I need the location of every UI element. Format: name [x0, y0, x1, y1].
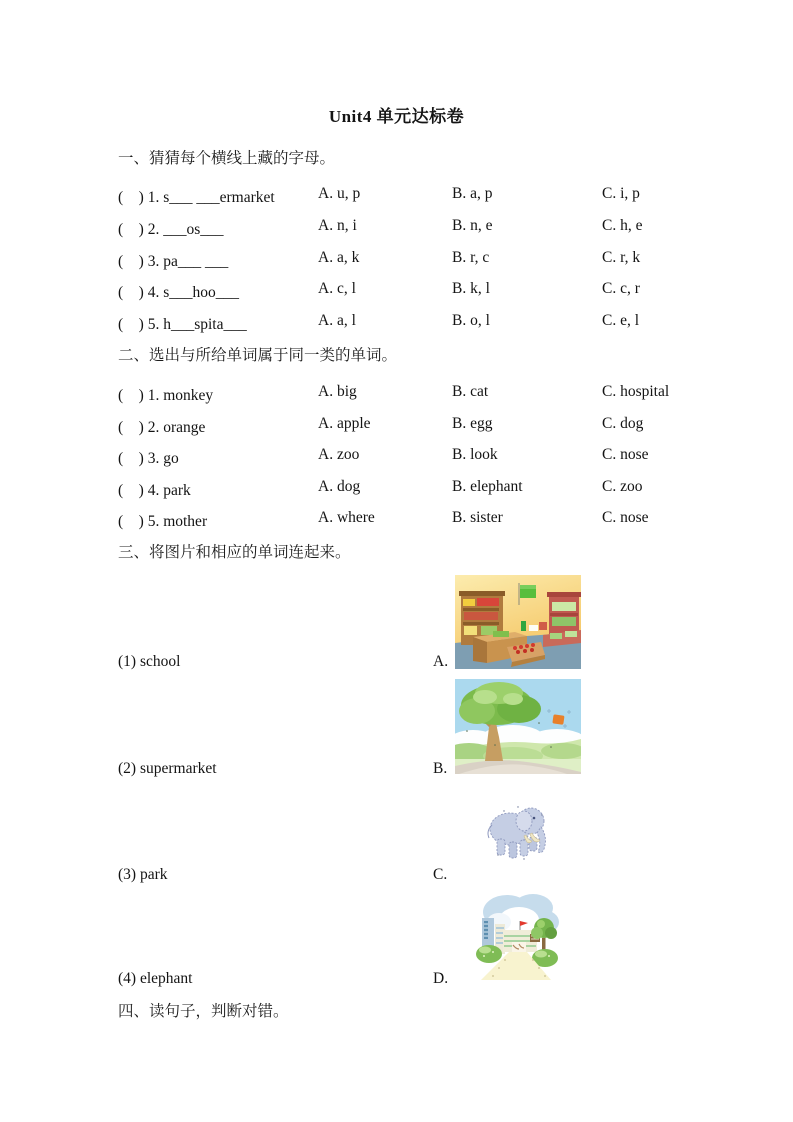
- question-stem: ( ) 5. h___spita___: [118, 316, 247, 333]
- option-a: A. dog: [318, 478, 361, 495]
- supermarket-image: [455, 575, 581, 669]
- option-b: B. look: [452, 446, 498, 463]
- question-stem: ( ) 1. s___ ___ermarket: [118, 189, 275, 206]
- section-2-heading: 二、选出与所给单词属于同一类的单词。: [118, 347, 398, 364]
- question-stem: ( ) 4. s___hoo___: [118, 284, 239, 301]
- option-b: B. a, p: [452, 185, 493, 202]
- option-a: A. a, k: [318, 249, 360, 266]
- match-word-4: (4) elephant: [118, 970, 193, 987]
- option-c: C. nose: [602, 509, 649, 526]
- question-row: [118, 383, 718, 405]
- section-4-heading: 四、读句子，判断对错。: [118, 1003, 289, 1020]
- section-3-heading: 三、将图片和相应的单词连起来。: [118, 544, 351, 561]
- question-row: [118, 280, 718, 302]
- option-c: C. h, e: [602, 217, 643, 234]
- option-b: B. cat: [452, 383, 489, 400]
- match-letter-a: A.: [433, 653, 449, 670]
- option-a: A. big: [318, 383, 357, 400]
- option-a: A. apple: [318, 415, 371, 432]
- match-word-1: (1) school: [118, 653, 181, 670]
- park-image: [455, 679, 581, 774]
- option-a: A. where: [318, 509, 375, 526]
- question-row: [118, 446, 718, 468]
- option-b: B. sister: [452, 509, 503, 526]
- option-b: B. r, c: [452, 249, 490, 266]
- school-image: [475, 888, 563, 980]
- option-a: A. c, l: [318, 280, 356, 297]
- match-letter-d: D.: [433, 970, 449, 987]
- question-stem: ( ) 3. pa___ ___: [118, 253, 229, 270]
- option-c: C. i, p: [602, 185, 640, 202]
- page-title: Unit4 单元达标卷: [328, 107, 465, 126]
- question-stem: ( ) 5. mother: [118, 513, 208, 530]
- option-c: C. dog: [602, 415, 644, 432]
- option-a: A. zoo: [318, 446, 360, 463]
- match-word-3: (3) park: [118, 866, 168, 883]
- option-c: C. nose: [602, 446, 649, 463]
- option-a: A. a, l: [318, 312, 356, 329]
- elephant-image: [484, 797, 556, 863]
- question-stem: ( ) 2. orange: [118, 419, 206, 436]
- question-row: [118, 185, 718, 207]
- option-b: B. elephant: [452, 478, 523, 495]
- option-b: B. o, l: [452, 312, 490, 329]
- option-c: C. hospital: [602, 383, 670, 400]
- question-row: [118, 509, 718, 531]
- option-c: C. zoo: [602, 478, 643, 495]
- question-stem: ( ) 3. go: [118, 450, 179, 467]
- match-letter-b: B.: [433, 760, 448, 777]
- question-stem: ( ) 4. park: [118, 482, 191, 499]
- option-a: A. u, p: [318, 185, 361, 202]
- option-b: B. n, e: [452, 217, 493, 234]
- option-c: C. c, r: [602, 280, 640, 297]
- option-c: C. r, k: [602, 249, 641, 266]
- question-row: [118, 249, 718, 271]
- question-stem: ( ) 2. ___os___: [118, 221, 224, 238]
- question-stem: ( ) 1. monkey: [118, 387, 214, 404]
- option-c: C. e, l: [602, 312, 640, 329]
- match-letter-c: C.: [433, 866, 448, 883]
- match-word-2: (2) supermarket: [118, 760, 217, 777]
- question-row: [118, 312, 718, 334]
- option-b: B. egg: [452, 415, 493, 432]
- question-row: [118, 217, 718, 239]
- option-a: A. n, i: [318, 217, 357, 234]
- section-1-heading: 一、猜猜每个横线上藏的字母。: [118, 150, 336, 167]
- question-row: [118, 478, 718, 500]
- question-row: [118, 415, 718, 437]
- option-b: B. k, l: [452, 280, 490, 297]
